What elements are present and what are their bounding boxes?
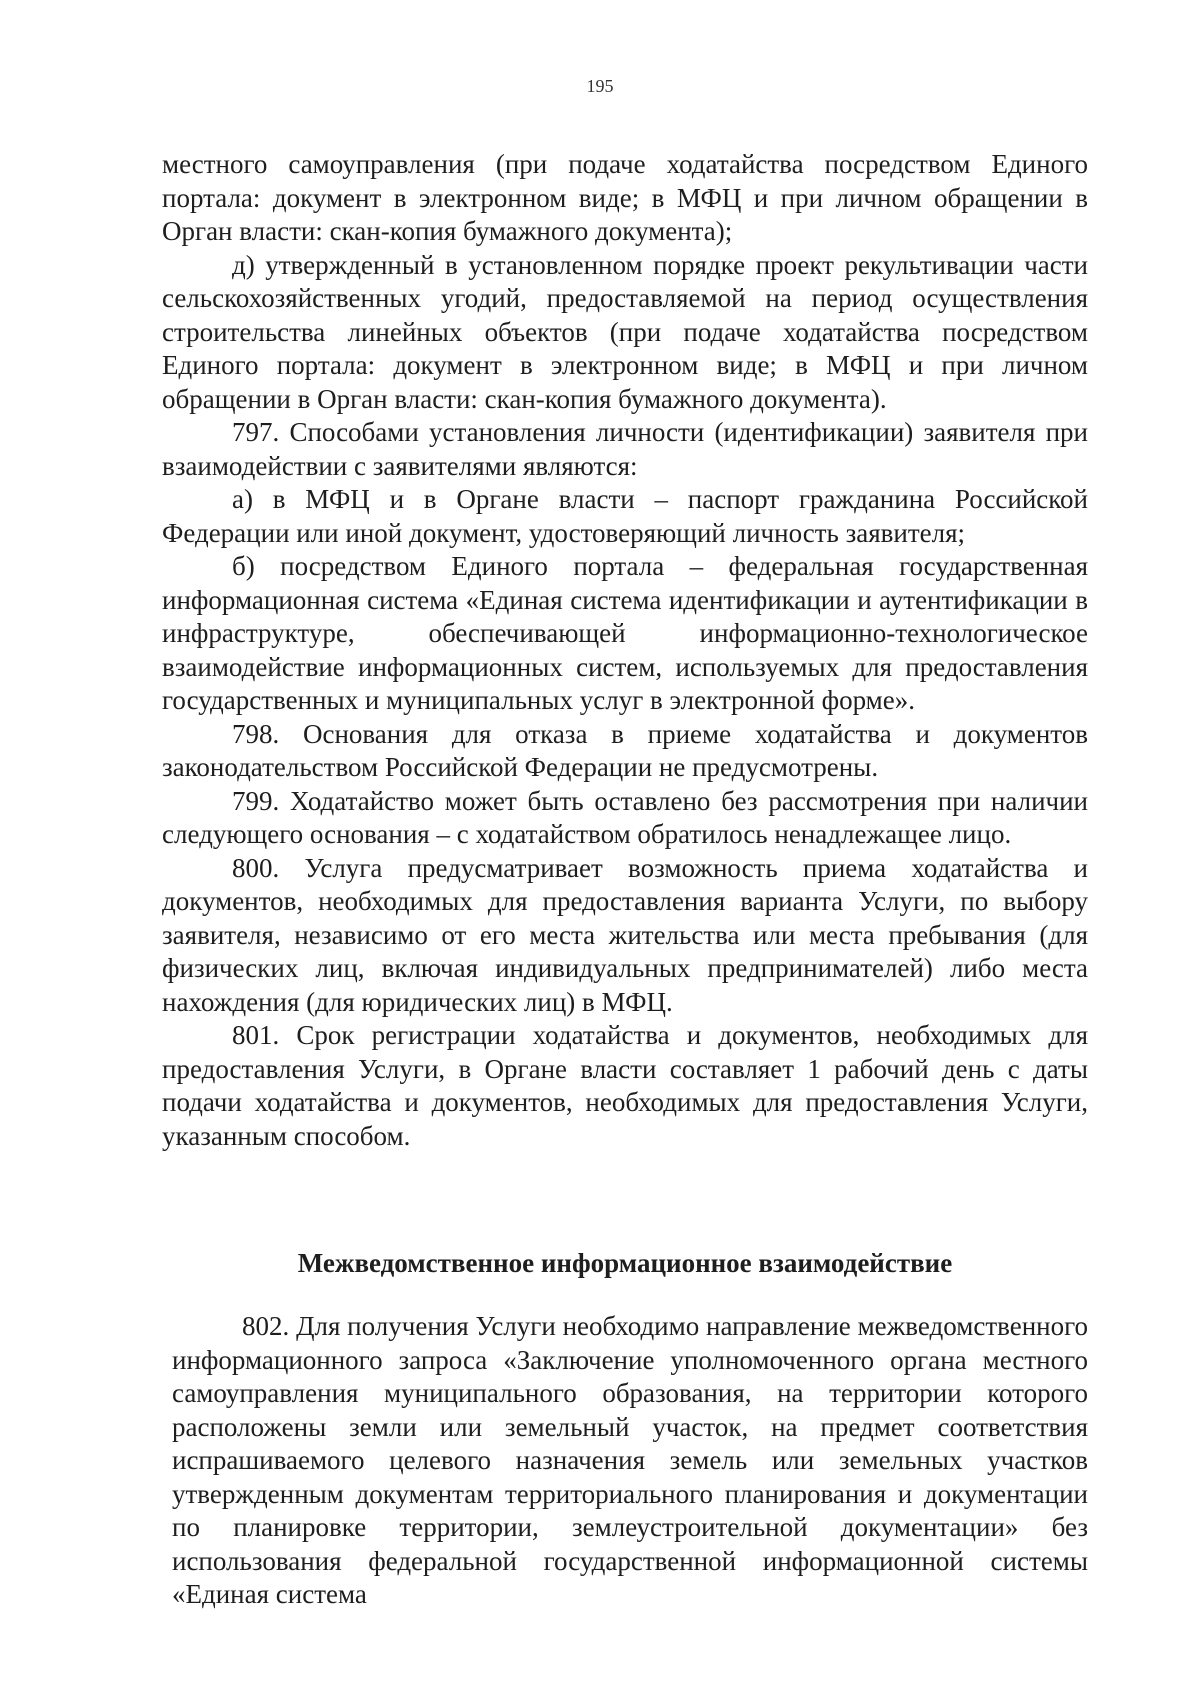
paragraph-797-a: а) в МФЦ и в Органе власти – паспорт гражданина Российской Федерации или иной документ, удостоверяющий личность заявителя; xyxy=(162,484,1088,548)
paragraph-802: 802. Для получения Услуги необходимо направление межведомственного информационного запроса «Заключение уполномоченного органа местного самоуправления муниципального образования, на территории которого расположены земли или земельный участок, на предмет соответствия испрашиваемого целевого назначения земель или земельных участков утвержденным документам территориального планирования и документации по планировке территории, землеустроительной документации» без использования федеральной государственной информационной системы «Единая система xyxy=(172,1311,1088,1609)
page-number: 195 xyxy=(586,76,614,96)
paragraph-799: 799. Ходатайство может быть оставлено без рассмотрения при наличии следующего основания – с ходатайством обратилось ненадлежащее лицо. xyxy=(162,785,1088,849)
paragraph-798: 798. Основания для отказа в приеме ходатайства и документов законодательством Российской Федерации не предусмотрены. xyxy=(162,718,1088,782)
paragraph-800: 800. Услуга предусматривает возможность приема ходатайства и документов, необходимых для предоставления варианта Услуги, по выбору заявителя, независимо от его места жительства или места пребывания (для физических лиц, включая индивидуальных предпринимателей) либо места нахождения (для юридических лиц) в МФЦ. xyxy=(162,852,1088,1017)
document-body-bottom xyxy=(172,1310,1088,1612)
section-heading: Межведомственное информационное взаимодействие xyxy=(297,1248,953,1278)
paragraph-801: 801. Срок регистрации ходатайства и документов, необходимых для предоставления Услуги, в Органе власти составляет 1 рабочий день с даты подачи ходатайства и документов, необходимых для предоставления Услуги, указанным способом. xyxy=(162,1020,1088,1151)
document-body-top xyxy=(162,148,1088,1153)
paragraph-continuation: местного самоуправления (при подаче ходатайства посредством Единого портала: документ в электронном виде; в МФЦ и при личном обращении в Орган власти: скан-копия бумажного документа); xyxy=(162,149,1088,246)
paragraph-item-d: д) утвержденный в установленном порядке проект рекультивации части сельскохозяйственных угодий, предоставляемой на период осуществления строительства линейных объектов (при подаче ходатайства посредством Единого портала: документ в электронном виде; в МФЦ и при личном обращении в Орган власти: скан-копия бумажного документа). xyxy=(162,249,1088,414)
paragraph-797: 797. Способами установления личности (идентификации) заявителя при взаимодействии с заявителями являются: xyxy=(162,417,1088,481)
paragraph-797-b: б) посредством Единого портала – федеральная государственная информационная система «Единая система идентификации и аутентификации в инфраструктуре, обеспечивающей информационно-технологическое взаимодействие информационных систем, используемых для предоставления государственных и муниципальных услуг в электронной форме». xyxy=(162,551,1088,715)
